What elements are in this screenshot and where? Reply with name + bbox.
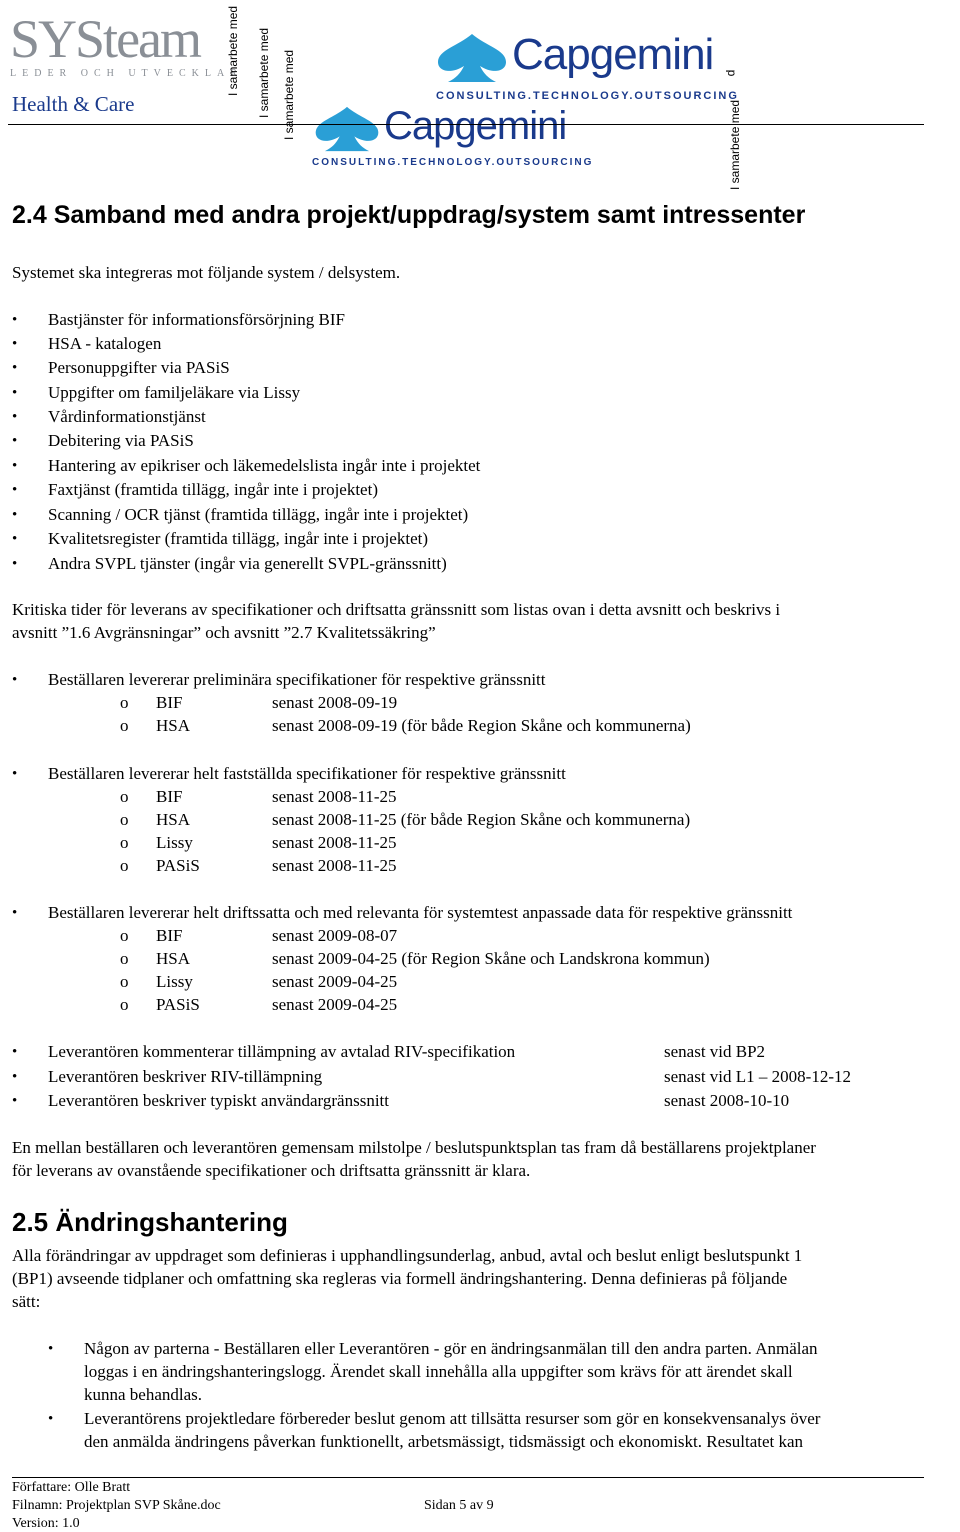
cobrand-label-2: I samarbete med	[257, 27, 271, 118]
interface-name: Lissy	[156, 833, 193, 852]
group-title: Beställaren levererar helt driftssatta och med relevanta för systemtest anpassade data för respektive gränssnitt	[48, 903, 793, 922]
bullet-icon: •	[12, 672, 18, 688]
section-25-intro-line-2: (BP1) avseende tidplaner och omfattning ska regleras via formell ändringshantering. Denna definieras på följande	[12, 1269, 788, 1288]
cobrand-label-3: I samarbete med	[282, 49, 296, 140]
bullet-icon: •	[12, 531, 18, 547]
interface-deadline: senast 2008-11-25 (för både Region Skåne och kommunerna)	[272, 810, 691, 829]
capgemini-spade-icon	[312, 105, 382, 153]
interface-name: PASiS	[156, 995, 200, 1014]
interface-name: HSA	[156, 810, 191, 829]
cobrand-label-4: I samarbete med	[728, 99, 742, 190]
sub-bullet-icon: o	[120, 995, 129, 1014]
capgemini-logo-upper	[434, 30, 739, 108]
change-step-2-line-2: den anmälda ändringens påverkan funktionellt, arbetsmässigt, tidsmässigt och ekonomiskt. Resultatet kan	[84, 1432, 804, 1451]
section-25-intro-line-1: Alla förändringar av uppdraget som definieras i upphandlingsunderlag, anbud, avtal och beslut enligt beslutspunkt 1	[12, 1246, 803, 1265]
interface-name: PASiS	[156, 856, 200, 875]
milestone-line-1: En mellan beställaren och leverantören gemensam milstolpe / beslutspunktsplan tas fram då beställarens projektplaner	[12, 1138, 816, 1157]
section-25-heading: 2.5 Ändringshantering	[12, 1207, 288, 1237]
critical-times-line-2: avsnitt ”1.6 Avgränsningar” och avsnitt ”2.7 Kvalitetssäkring”	[12, 623, 436, 642]
interface-name: HSA	[156, 716, 191, 735]
bullet-icon: •	[12, 312, 18, 328]
milestone-line-2: för leverans av ovanstående specifikationer och driftsatta gränssnitt är klara.	[12, 1161, 531, 1180]
interface-deadline: senast 2009-08-07	[272, 926, 398, 945]
footer-page-number: Sidan 5 av 9	[424, 1498, 494, 1513]
capgemini-tagline-upper: CONSULTING.TECHNOLOGY.OUTSOURCING	[436, 90, 739, 102]
list-item: Debitering via PASiS	[48, 431, 194, 450]
bullet-icon: •	[12, 1069, 18, 1085]
capgemini-wordmark-lower: Capgemini	[384, 104, 567, 148]
header-divider	[8, 124, 924, 125]
systeam-logo-wordmark: SYSteam	[10, 9, 201, 69]
interface-deadline: senast 2008-11-25	[272, 833, 397, 852]
interface-deadline: senast 2009-04-25	[272, 995, 398, 1014]
interface-deadline: senast 2008-11-25	[272, 787, 397, 806]
interface-name: HSA	[156, 949, 191, 968]
supplier-item: Leverantören kommenterar tillämpning av avtalad RIV-specifikation	[48, 1042, 516, 1061]
footer-version: Version: 1.0	[12, 1516, 80, 1531]
bullet-icon: •	[12, 556, 18, 572]
list-item: Personuppgifter via PASiS	[48, 358, 230, 377]
bullet-icon: •	[12, 766, 18, 782]
bullet-icon: •	[12, 1044, 18, 1060]
group-title: Beställaren levererar helt fastställda specifikationer för respektive gränssnitt	[48, 764, 566, 783]
bullet-icon: •	[12, 336, 18, 352]
interface-deadline: senast 2008-11-25	[272, 856, 397, 875]
sub-bullet-icon: o	[120, 926, 129, 945]
interface-deadline: senast 2009-04-25	[272, 972, 398, 991]
bullet-icon: •	[12, 409, 18, 425]
capgemini-spade-icon	[434, 32, 510, 84]
list-item: Faxtjänst (framtida tillägg, ingår inte i projektet)	[48, 480, 378, 499]
capgemini-tagline-lower: CONSULTING.TECHNOLOGY.OUTSOURCING	[312, 157, 594, 168]
bullet-icon: •	[12, 507, 18, 523]
cobrand-label-1: I samarbete med	[226, 5, 240, 96]
sub-bullet-icon: o	[120, 972, 129, 991]
sub-bullet-icon: o	[120, 716, 129, 735]
division-name: Health & Care	[12, 92, 135, 116]
bullet-icon: •	[12, 482, 18, 498]
list-item: Andra SVPL tjänster (ingår via generellt SVPL-gränssnitt)	[48, 554, 447, 573]
change-step-2-line-1: Leverantörens projektledare förbereder beslut genom att tillsätta resurser som gör en konsekvensanalys över	[84, 1409, 821, 1428]
cobrand-suffix: d	[723, 69, 738, 77]
list-item: HSA - katalogen	[48, 334, 162, 353]
sub-bullet-icon: o	[120, 856, 129, 875]
section-24-intro: Systemet ska integreras mot följande system / delsystem.	[12, 263, 401, 282]
interface-deadline: senast 2008-09-19	[272, 693, 398, 712]
bullet-icon: •	[12, 385, 18, 401]
supplier-item: Leverantören beskriver RIV-tillämpning	[48, 1067, 323, 1086]
section-24-heading: 2.4 Samband med andra projekt/uppdrag/system samt intressenter	[12, 201, 806, 229]
interface-name: BIF	[156, 693, 183, 712]
sub-bullet-icon: o	[120, 833, 129, 852]
footer-filename: Filnamn: Projektplan SVP Skåne.doc	[12, 1498, 221, 1513]
footer-author: Författare: Olle Bratt	[12, 1480, 131, 1495]
change-step-1-line-2: loggas i en ändringshanteringslogg. Ärendet skall innehålla alla uppgifter som krävs för att ärendet skall	[84, 1362, 793, 1381]
interface-name: Lissy	[156, 972, 193, 991]
bullet-icon: •	[48, 1411, 54, 1427]
bullet-icon: •	[48, 1341, 54, 1357]
interface-name: BIF	[156, 787, 183, 806]
section-25-intro-line-3: sätt:	[12, 1292, 41, 1311]
supplier-deadline: senast vid L1 – 2008-12-12	[664, 1067, 851, 1086]
list-item: Hantering av epikriser och läkemedelslista ingår inte i projektet	[48, 456, 481, 475]
bullet-icon: •	[12, 458, 18, 474]
list-item: Uppgifter om familjeläkare via Lissy	[48, 383, 301, 402]
list-item: Scanning / OCR tjänst (framtida tillägg, ingår inte i projektet)	[48, 505, 469, 524]
bullet-icon: •	[12, 1093, 18, 1109]
group-title: Beställaren levererar preliminära specifikationer för respektive gränssnitt	[48, 670, 546, 689]
bullet-icon: •	[12, 433, 18, 449]
list-item: Vårdinformationstjänst	[48, 407, 206, 426]
sub-bullet-icon: o	[120, 949, 129, 968]
bullet-icon: •	[12, 905, 18, 921]
sub-bullet-icon: o	[120, 810, 129, 829]
interface-name: BIF	[156, 926, 183, 945]
sub-bullet-icon: o	[120, 787, 129, 806]
list-item: Kvalitetsregister (framtida tillägg, ingår inte i projektet)	[48, 529, 429, 548]
footer-divider	[12, 1477, 924, 1478]
sub-bullet-icon: o	[120, 693, 129, 712]
capgemini-wordmark-upper: Capgemini	[512, 30, 714, 79]
supplier-deadline: senast vid BP2	[664, 1042, 766, 1061]
list-item: Bastjänster för informationsförsörjning BIF	[48, 310, 345, 329]
interface-deadline: senast 2008-09-19 (för både Region Skåne och kommunerna)	[272, 716, 691, 735]
supplier-item: Leverantören beskriver typiskt användargränssnitt	[48, 1091, 389, 1110]
bullet-icon: •	[12, 360, 18, 376]
change-step-1-line-1: Någon av parterna - Beställaren eller Leverantören - gör en ändringsanmälan till den andra parten. Anmälan	[84, 1339, 818, 1358]
critical-times-line-1: Kritiska tider för leverans av specifikationer och driftsatta gränssnitt som listas ovan i detta avsnitt och beskrivs i	[12, 600, 781, 619]
supplier-deadline: senast 2008-10-10	[664, 1091, 790, 1110]
systeam-logo-tagline: LEDER OCH UTVECKLAR	[10, 68, 243, 79]
change-step-1-line-3: kunna behandlas.	[84, 1385, 203, 1404]
interface-deadline: senast 2009-04-25 (för Region Skåne och Landskrona kommun)	[272, 949, 710, 968]
systeam-logo	[10, 9, 243, 79]
capgemini-logo-lower	[312, 103, 602, 175]
